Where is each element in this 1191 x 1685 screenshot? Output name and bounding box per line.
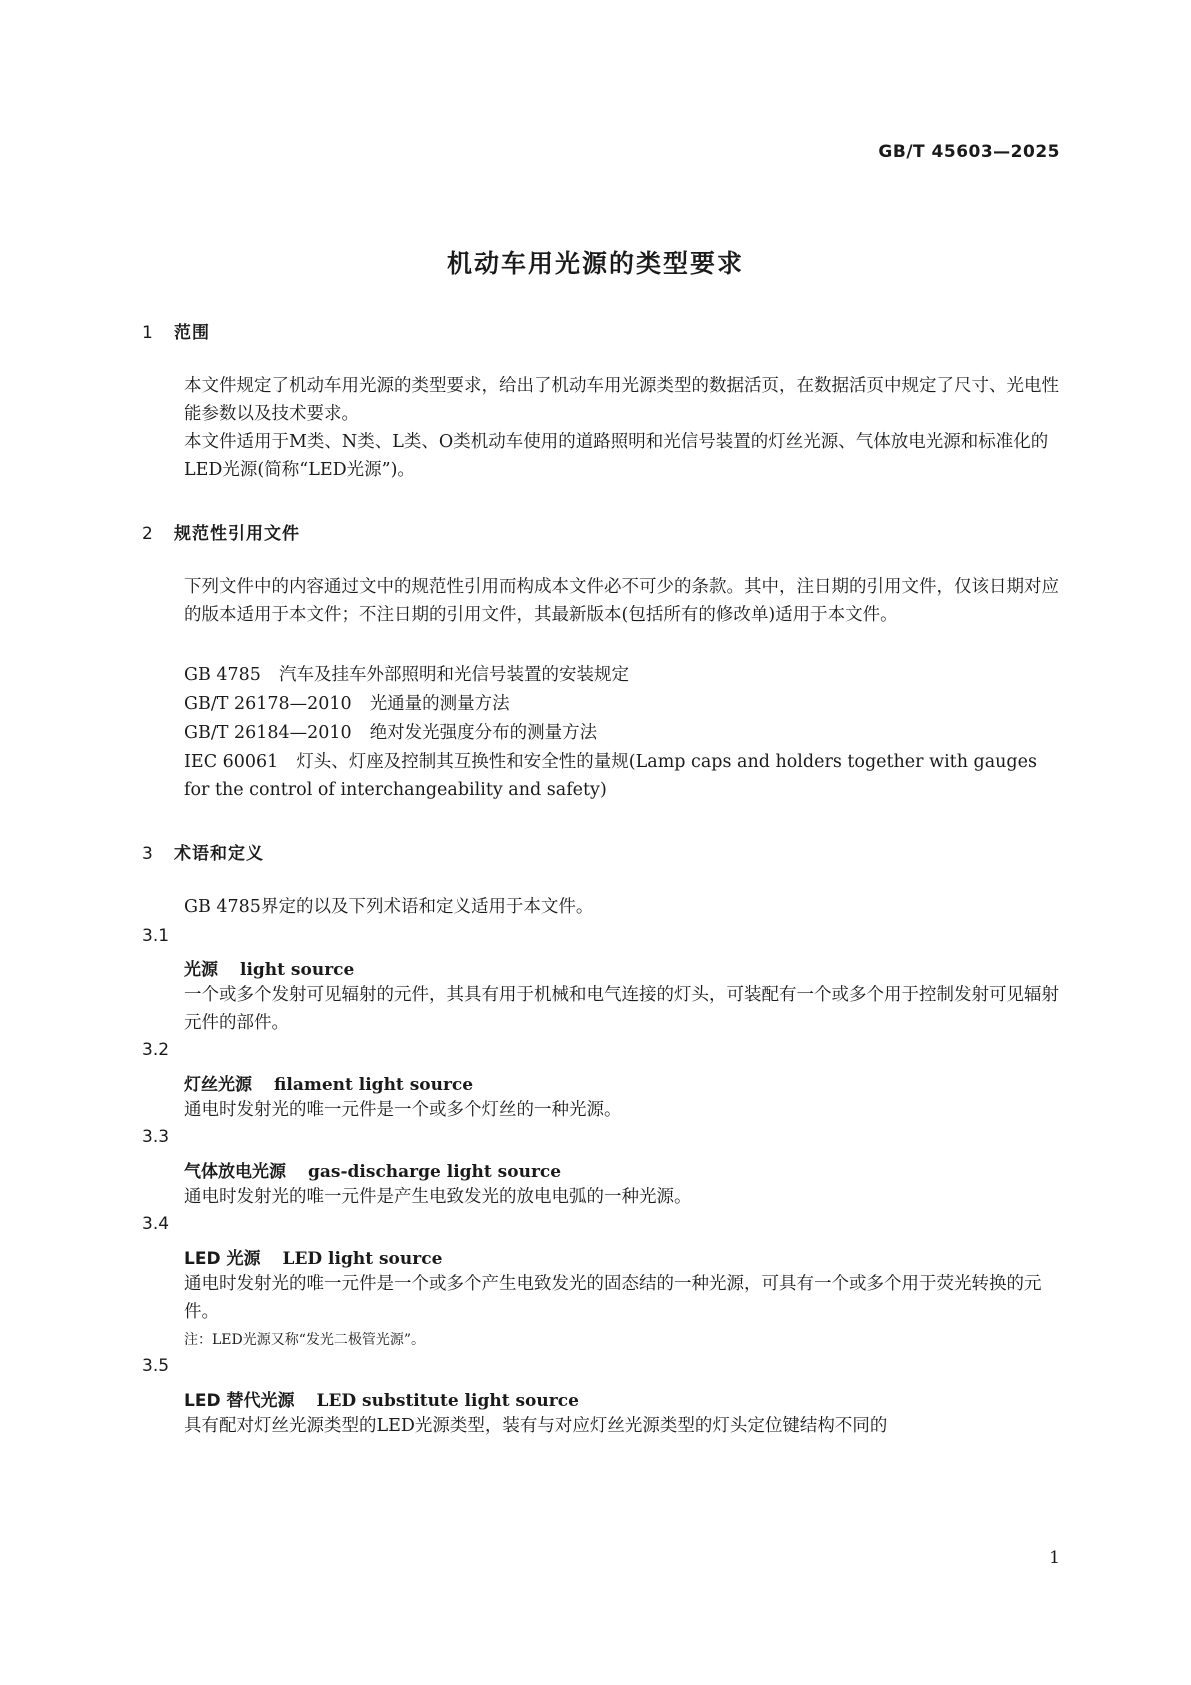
term-zh: 灯丝光源 [184,1075,252,1095]
term-definition: 一个或多个发射可见辐射的元件，其具有用于机械和电气连接的灯头，可装配有一个或多个用于控制发射可见辐射元件的部件。 [184,985,1059,1033]
reference-item [184,690,510,718]
term-zh: 光源 [184,960,218,980]
paragraph: GB 4785界定的以及下列术语和定义适用于本文件。 [184,897,594,917]
section-number: 2 [142,524,154,544]
term-en: gas-discharge light source [308,1162,562,1182]
section-title: 范围 [174,323,210,343]
section-title: 术语和定义 [174,844,264,864]
term-en: LED light source [282,1249,443,1269]
term-name [184,955,354,980]
term-name [184,1386,579,1411]
term-name [184,1070,473,1095]
term-en: light source [240,960,355,980]
term-zh: LED 光源 [184,1249,261,1269]
standard-code: GB/T 45603—2025 [878,142,1060,162]
section-number: 1 [142,323,154,343]
term-note: 注：LED光源又称“发光二极管光源”。 [184,1332,426,1348]
term-definition: 具有配对灯丝光源类型的LED光源类型，装有与对应灯丝光源类型的灯头定位键结构不同的 [184,1416,888,1436]
term-en: LED substitute light source [316,1391,579,1411]
reference-title: 绝对发光强度分布的测量方法 [369,723,598,743]
section-title: 规范性引用文件 [174,524,300,544]
section-number: 3 [142,844,154,864]
document-title: 机动车用光源的类型要求 [446,249,744,278]
reference-code: IEC 60061 [184,752,279,772]
paragraph: 本文件适用于M类、N类、L类、O类机动车使用的道路照明和光信号装置的灯丝光源、气体放电光源和标准化的LED光源(简称“LED光源”)。 [184,432,1049,480]
term-definition: 通电时发射光的唯一元件是一个或多个灯丝的一种光源。 [184,1100,622,1120]
term-name [184,1244,442,1269]
page-number: 1 [1049,1548,1060,1568]
term-definition: 通电时发射光的唯一元件是产生电致发光的放电电弧的一种光源。 [184,1187,692,1207]
paragraph: 下列文件中的内容通过文中的规范性引用而构成本文件必不可少的条款。其中，注日期的引用文件，仅该日期对应的版本适用于本文件；不注日期的引用文件，其最新版本(包括所有的修改单)适用于本文件。 [184,577,1059,625]
clause-number: 3.5 [142,1356,170,1376]
reference-code: GB 4785 [184,665,261,685]
reference-item [184,719,597,747]
reference-title: 光通量的测量方法 [369,694,510,714]
term-zh: LED 替代光源 [184,1391,295,1411]
paragraph: 本文件规定了机动车用光源的类型要求，给出了机动车用光源类型的数据活页，在数据活页中规定了尺寸、光电性能参数以及技术要求。 [184,376,1059,424]
reference-title: 灯头、灯座及控制其互换性和安全性的量规(Lamp caps and holders together with gauges for the control of interchangeability and safety) [184,752,1037,800]
section-heading-3 [142,839,264,864]
section-heading-2 [142,519,300,544]
reference-item [142,748,1060,804]
term-definition: 通电时发射光的唯一元件是一个或多个产生电致发光的固态结的一种光源，可具有一个或多个用于荧光转换的元件。 [184,1274,1042,1322]
clause-number: 3.2 [142,1040,170,1060]
reference-code: GB/T 26178—2010 [184,694,352,714]
reference-code: GB/T 26184—2010 [184,723,352,743]
section-heading-1 [142,318,210,343]
term-en: filament light source [274,1075,474,1095]
term-zh: 气体放电光源 [184,1162,286,1182]
clause-number: 3.1 [142,926,170,946]
clause-number: 3.3 [142,1127,170,1147]
term-name [184,1157,561,1182]
reference-item [184,661,629,689]
reference-title: 汽车及挂车外部照明和光信号装置的安装规定 [278,665,629,685]
clause-number: 3.4 [142,1214,170,1234]
